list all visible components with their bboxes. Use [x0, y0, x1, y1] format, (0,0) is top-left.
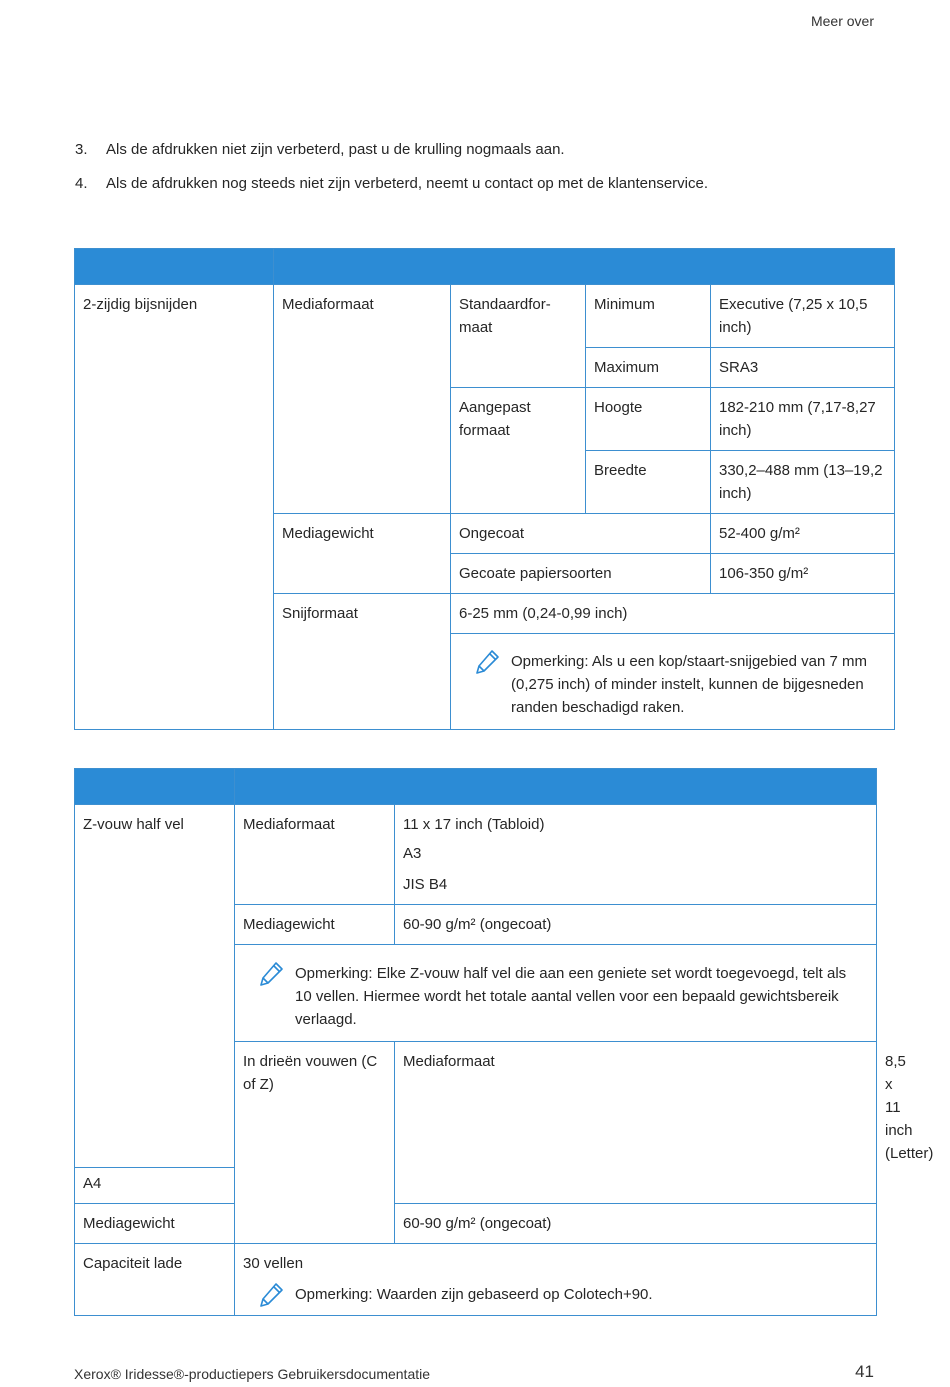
step-text: Als de afdrukken nog steeds niet zijn verbeterd, neemt u contact op met de klantenservice.: [106, 175, 709, 192]
note: [235, 945, 876, 1033]
table-row: [75, 1243, 877, 1315]
trim-spec-table: [74, 248, 895, 730]
coated-label: Gecoate papiersoorten: [451, 554, 711, 594]
feature-cell: Z-vouw half vel: [75, 805, 235, 1168]
step-number: 3.: [75, 141, 88, 158]
table-row: [75, 1203, 877, 1243]
note-cell: [235, 945, 877, 1042]
trim-size-label: Snijformaat: [274, 594, 451, 730]
custom-format-label: Aangepast formaat: [451, 388, 586, 514]
trim-size-value: 6-25 mm (0,24-0,99 inch): [451, 594, 895, 634]
step-list: [75, 140, 895, 208]
uncoated-value: 52-400 g/m²: [711, 514, 895, 554]
table-header-cell: [274, 249, 895, 285]
pencil-note-icon: [473, 648, 501, 676]
uncoated-label: Ongecoat: [451, 514, 711, 554]
feature-cell: Capaciteit lade: [75, 1243, 235, 1315]
note-text: Opmerking: Elke Z-vouw half vel die aan een geniete set wordt toegevoegd, telt als 10 vellen. Hiermee wordt het totale aantal vellen voor een bepaald gewichtsbereik verlaagd.: [295, 965, 847, 1028]
feature-cell: In drieën vouwen (C of Z): [235, 1042, 395, 1244]
minimum-value: Executive (7,25 x 10,5 inch): [711, 285, 895, 348]
media-format-label: Mediaformaat: [235, 805, 395, 905]
fold-spec-table: [74, 768, 934, 1316]
media-format-label: Mediaformaat: [395, 1042, 877, 1204]
section-header: Meer over: [810, 13, 874, 29]
height-value: 182-210 mm (7,17-8,27 inch): [711, 388, 895, 451]
footer-title: Xerox® Iridesse®-productiepers Gebruikersdocumentatie: [74, 1366, 431, 1382]
format-value: A4: [75, 1167, 235, 1203]
width-value: 330,2–488 mm (13–19,2 inch): [711, 451, 895, 514]
list-item: [75, 174, 895, 194]
maximum-label: Maximum: [586, 348, 711, 388]
table-row: [75, 805, 877, 839]
media-weight-label: Mediagewicht: [274, 514, 451, 594]
width-label: Breedte: [586, 451, 711, 514]
format-value: 11 x 17 inch (Tabloid): [395, 805, 877, 839]
page-number: 41: [855, 1362, 874, 1381]
note-text: Opmerking: Waarden zijn gebaseerd op Colotech+90.: [295, 1285, 653, 1303]
capacity-value: 30 vellen: [243, 1254, 304, 1272]
format-value: A3: [395, 838, 877, 869]
table-header-row: [75, 769, 877, 805]
standard-format-label: Standaardfor- maat: [451, 285, 586, 388]
format-value: JIS B4: [395, 869, 877, 905]
table-row: [75, 285, 895, 348]
media-weight-label: Mediagewicht: [235, 905, 395, 945]
step-text: Als de afdrukken niet zijn verbeterd, past u de krulling nogmaals aan.: [106, 141, 565, 158]
pencil-note-icon: [257, 960, 285, 988]
table-row: In drieën vouwen (C of Z) Mediaformaat 8,5 x 11 inch (Letter): [75, 1042, 877, 1168]
table-header-row: [75, 249, 895, 285]
table-header-cell: [75, 769, 235, 805]
note: [451, 634, 894, 721]
maximum-value: SRA3: [711, 348, 895, 388]
media-weight-label: Mediagewicht: [75, 1203, 235, 1243]
media-format-label: Mediaformaat: [274, 285, 451, 514]
capacity-cell: [235, 1243, 877, 1315]
pencil-note-icon: [257, 1281, 285, 1309]
coated-value: 106-350 g/m²: [711, 554, 895, 594]
step-number: 4.: [75, 175, 88, 192]
note: [243, 1275, 868, 1309]
weight-value: 60-90 g/m² (ongecoat): [395, 1203, 877, 1243]
table-header-cell: [235, 769, 877, 805]
note-cell: [451, 634, 895, 730]
table-header-cell: [75, 249, 274, 285]
list-item: [75, 140, 895, 160]
note-text: Opmerking: Als u een kop/staart-snijgebied van 7 mm (0,275 inch) of minder instelt, kunnen de bijgesneden randen beschadigd raken.: [511, 653, 868, 716]
height-label: Hoogte: [586, 388, 711, 451]
weight-value: 60-90 g/m² (ongecoat): [395, 905, 877, 945]
minimum-label: Minimum: [586, 285, 711, 348]
feature-cell: 2-zijdig bijsnijden: [75, 285, 274, 730]
